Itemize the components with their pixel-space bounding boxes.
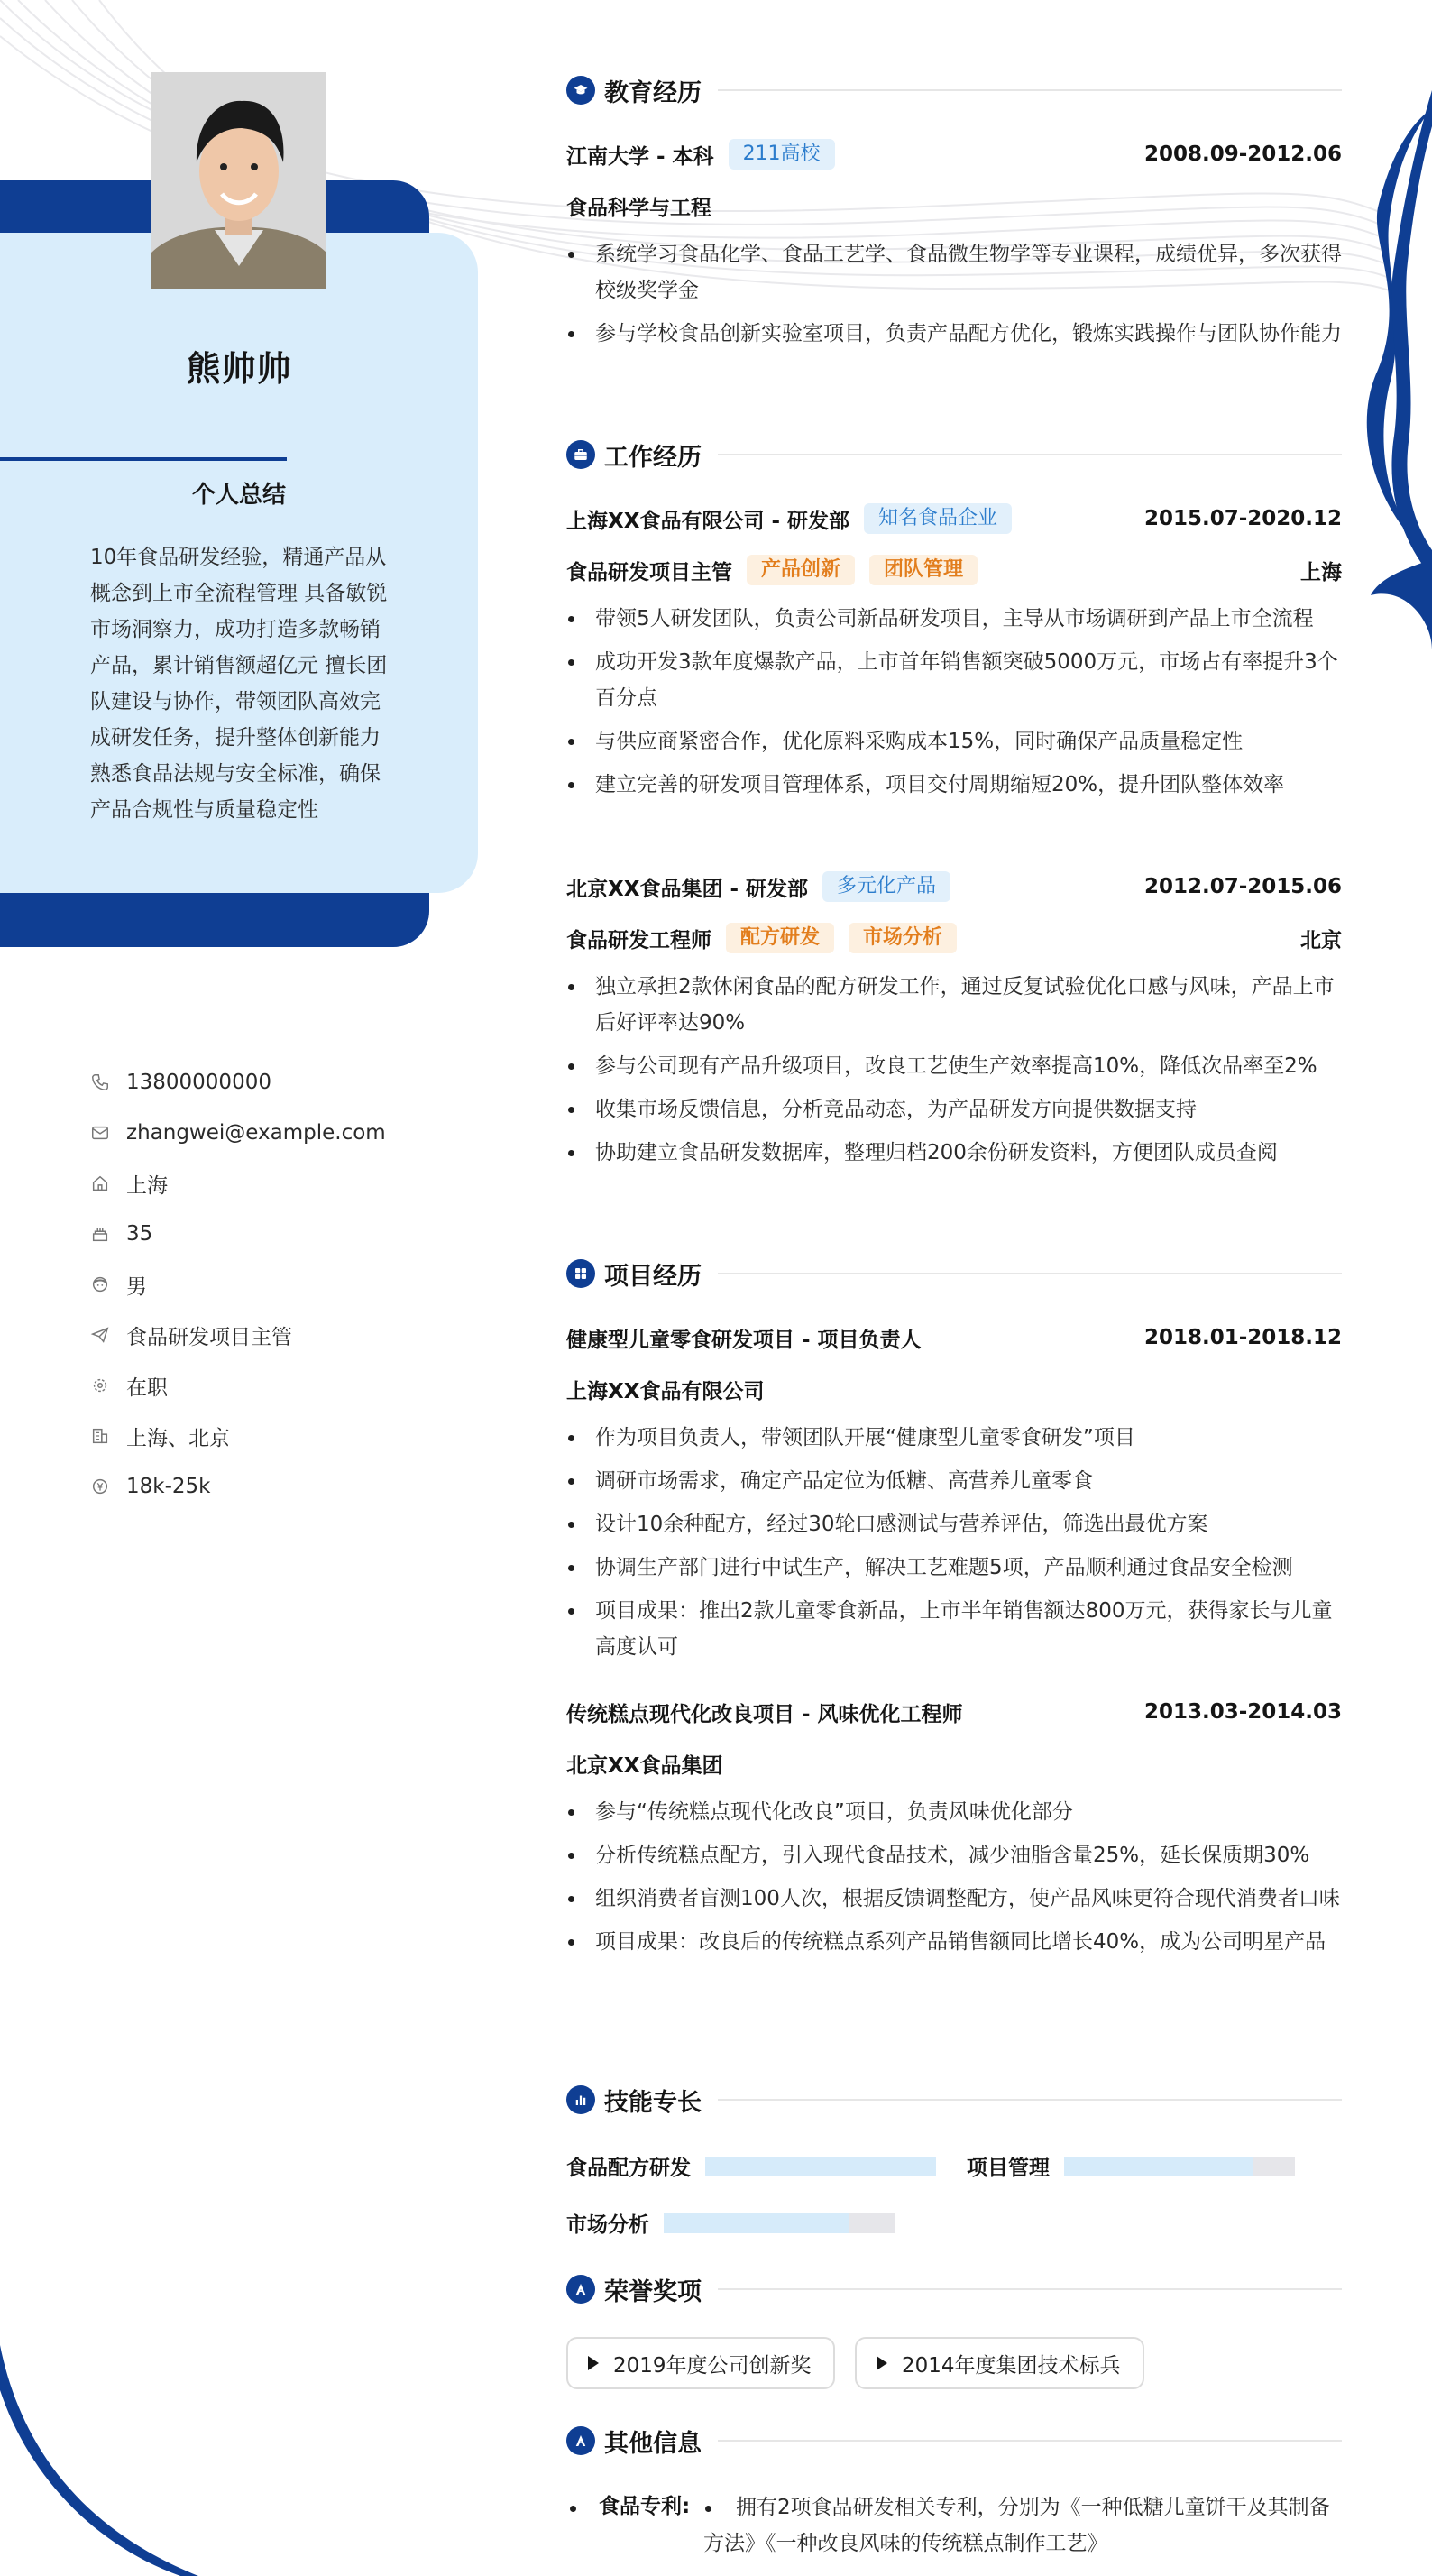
face-icon [90, 1274, 110, 1294]
job-1-location: 上海 [1300, 560, 1342, 584]
education-section [566, 72, 1342, 108]
job-2-tag-2: 市场分析 [849, 923, 957, 953]
project-2-date: 2013.03-2014.03 [1143, 1700, 1342, 1724]
honors-header [566, 2271, 1342, 2307]
send-icon [90, 1325, 110, 1345]
job-1-company-tag: 知名食品企业 [864, 503, 1012, 534]
job-2-row [566, 869, 1342, 905]
list-item: 独立承担2款休闲食品的配方研发工作，通过反复试验优化口感与风味，产品上市后好评率达90% [566, 969, 1342, 1041]
info-status-text: 在职 [126, 1375, 168, 1400]
summary-text: 10年食品研发经验，精通产品从概念到上市全流程管理 具备敏锐市场洞察力，成功打造多款畅销产品，累计销售额超亿元 擅长团队建设与协作，带领团队高效完成研发任务，提升整体创新能力 熟悉食品法规与安全标准，确保产品合规性与质量稳定性 [90, 546, 388, 822]
list-item: 参与学校食品创新实验室项目，负责产品配方优化，锻炼实践操作与团队协作能力 [566, 316, 1342, 352]
job-2-tag-1: 配方研发 [726, 923, 834, 953]
list-item: 协助建立食品研发数据库，整理归档200余份研发资料，方便团队成员查阅 [566, 1135, 1342, 1171]
info-email [90, 1108, 451, 1158]
job-1-tag-2: 团队管理 [869, 555, 978, 585]
info-work-city [90, 1411, 451, 1461]
project-2-company-row [566, 1745, 1342, 1781]
other-section [566, 2423, 1342, 2459]
job-1-tag-1: 产品创新 [747, 555, 855, 585]
section-rule [718, 454, 1342, 455]
list-item: 调研市场需求，确定产品定位为低糖、高营养儿童零食 [566, 1463, 1342, 1499]
job-1-bullets [566, 601, 1342, 810]
job-2-position: 食品研发工程师 [566, 928, 711, 952]
info-phone-text: 13800000000 [126, 1071, 271, 1094]
skills-header [566, 2082, 1342, 2118]
honor-badge [855, 2337, 1144, 2389]
other-header [566, 2423, 1342, 2459]
school-name: 江南大学 - 本科 [566, 144, 714, 169]
info-salary [90, 1461, 451, 1512]
honor-text: 2019年度公司创新奖 [613, 2353, 812, 2378]
list-item: 项目成果：改良后的传统糕点系列产品销售额同比增长40%，成为公司明星产品 [566, 1924, 1342, 1960]
list-item: 系统学习食品化学、食品工艺学、食品微生物学等专业课程，成绩优异，多次获得校级奖学金 [566, 236, 1342, 308]
honors-section [566, 2271, 1342, 2307]
profile-name: 熊帅帅 [186, 349, 292, 389]
projects-title: 项目经历 [604, 1262, 702, 1291]
contact-info-list [90, 1057, 451, 1512]
graduation-cap-icon [566, 76, 595, 105]
skill-fill [705, 2157, 936, 2176]
skill-item [967, 2151, 1295, 2181]
skill-item [566, 2208, 895, 2238]
skill-item [566, 2151, 936, 2181]
major-name: 食品科学与工程 [566, 196, 711, 220]
list-item: 设计10余种配方，经过30轮口感测试与营养评估，筛选出最优方案 [566, 1506, 1342, 1542]
info-gender [90, 1259, 451, 1310]
info-phone [90, 1057, 451, 1108]
job-1-date: 2015.07-2020.12 [1143, 507, 1342, 530]
info-position [90, 1310, 451, 1360]
building-icon [90, 1426, 110, 1446]
list-item: 带领5人研发团队，负责公司新品研发项目，主导从市场调研到产品上市全流程 [566, 601, 1342, 637]
info-status [90, 1360, 451, 1411]
mail-icon [90, 1123, 110, 1143]
list-item: 项目成果：推出2款儿童零食新品，上市半年销售额达800万元，获得家长与儿童高度认可 [566, 1593, 1342, 1665]
info-city [90, 1158, 451, 1209]
projects-header [566, 1256, 1342, 1292]
skill-label: 食品配方研发 [566, 2157, 691, 2180]
honors-list [566, 2337, 1342, 2391]
section-rule [718, 1273, 1342, 1274]
info-email-text: zhangwei@example.com [126, 1121, 386, 1145]
info-gender-text: 男 [126, 1274, 147, 1299]
list-item: 收集市场反馈信息，分析竞品动态，为产品研发方向提供数据支持 [566, 1091, 1342, 1127]
skill-bar [1064, 2157, 1295, 2176]
project-2-row [566, 1694, 1342, 1730]
education-date: 2008.09-2012.06 [1143, 143, 1342, 166]
skill-bar [664, 2213, 895, 2233]
job-2-location: 北京 [1300, 928, 1342, 952]
info-age [90, 1209, 451, 1259]
briefcase-icon [566, 440, 595, 469]
project-1-date: 2018.01-2018.12 [1143, 1326, 1342, 1349]
summary-title: 个人总结 [191, 482, 286, 509]
profile-photo [151, 72, 326, 289]
play-triangle-icon [588, 2356, 599, 2370]
section-rule [718, 89, 1342, 91]
list-item: 建立完善的研发项目管理体系，项目交付周期缩短20%，提升团队整体效率 [566, 767, 1342, 803]
info-age-text: 35 [126, 1222, 153, 1246]
list-item: 作为项目负责人，带领团队开展“健康型儿童零食研发”项目 [566, 1420, 1342, 1456]
job-1-position-row [566, 552, 1342, 588]
home-icon [90, 1173, 110, 1193]
job-1-position: 食品研发项目主管 [566, 560, 732, 584]
education-title: 教育经历 [604, 78, 702, 107]
project-1-company-row [566, 1371, 1342, 1407]
list-item: 组织消费者盲测100人次，根据反馈调整配方，使产品风味更符合现代消费者口味 [566, 1881, 1342, 1917]
project-1-row [566, 1320, 1342, 1356]
skill-fill [664, 2213, 849, 2233]
project-1-bullets [566, 1420, 1342, 1672]
status-icon [90, 1375, 110, 1395]
project-1-name: 健康型儿童零食研发项目 - 项目负责人 [566, 1328, 922, 1352]
other-label: 食品专利: [599, 2495, 691, 2518]
skills-section [566, 2082, 1342, 2118]
bullet-dot [570, 2506, 576, 2512]
info-work-city-text: 上海、北京 [126, 1426, 230, 1450]
education-row [566, 136, 1342, 172]
job-2-company: 北京XX食品集团 - 研发部 [566, 877, 809, 901]
major-row [566, 188, 1342, 224]
other-text: 拥有2项食品研发相关专利，分别为《一种低糖儿童饼干及其制备方法》《一种改良风味的传统糕点制作工艺》 [703, 2496, 1330, 2555]
project-2-name: 传统糕点现代化改良项目 - 风味优化工程师 [566, 1702, 963, 1726]
list-item: 参与公司现有产品升级项目，改良工艺使生产效率提高10%，降低次品率至2% [566, 1048, 1342, 1084]
play-triangle-icon [877, 2356, 887, 2370]
education-header [566, 72, 1342, 108]
education-bullets [566, 236, 1342, 359]
work-header [566, 437, 1342, 473]
skill-label: 项目管理 [967, 2157, 1050, 2180]
info-icon [566, 2426, 595, 2455]
list-item: 分析传统糕点配方，引入现代食品技术，减少油脂含量25%，延长保质期30% [566, 1837, 1342, 1873]
avatar [151, 72, 326, 289]
cake-icon [90, 1224, 110, 1244]
summary-divider [0, 457, 287, 461]
list-item: 协调生产部门进行中试生产，解决工艺难题5项，产品顺利通过食品安全检测 [566, 1550, 1342, 1586]
job-2-date: 2012.07-2015.06 [1143, 875, 1342, 898]
section-rule [718, 2440, 1342, 2442]
list-item: 参与“传统糕点现代化改良”项目，负责风味优化部分 [566, 1794, 1342, 1830]
work-section [566, 437, 1342, 473]
job-2-company-tag: 多元化产品 [822, 871, 950, 902]
info-salary-text: 18k-25k [126, 1475, 211, 1498]
award-icon [566, 2275, 595, 2304]
skill-label: 市场分析 [566, 2213, 649, 2237]
project-2-company: 北京XX食品集团 [566, 1753, 723, 1778]
info-city-text: 上海 [126, 1173, 168, 1198]
job-1-company: 上海XX食品有限公司 - 研发部 [566, 509, 850, 533]
grid-icon [566, 1259, 595, 1288]
work-title: 工作经历 [604, 443, 702, 472]
projects-section [566, 1256, 1342, 1292]
section-rule [718, 2099, 1342, 2101]
skills-title: 技能专长 [604, 2088, 702, 2117]
job-2-position-row [566, 920, 1342, 956]
honors-title: 荣誉奖项 [604, 2277, 702, 2306]
job-1-row [566, 501, 1342, 537]
list-item: 成功开发3款年度爆款产品，上市首年销售额突破5000万元，市场占有率提升3个百分点 [566, 644, 1342, 716]
school-tag: 211高校 [729, 139, 835, 170]
list-item: 与供应商紧密合作，优化原料采购成本15%，同时确保产品质量稳定性 [566, 723, 1342, 759]
project-2-bullets [566, 1794, 1342, 1967]
section-rule [718, 2288, 1342, 2290]
money-icon [90, 1477, 110, 1496]
skill-bar [705, 2157, 936, 2176]
skill-fill [1064, 2157, 1253, 2176]
bar-chart-icon [566, 2085, 595, 2114]
honor-badge [566, 2337, 835, 2389]
info-position-text: 食品研发项目主管 [126, 1325, 292, 1349]
job-2-bullets [566, 969, 1342, 1178]
phone-icon [90, 1072, 110, 1092]
project-1-company: 上海XX食品有限公司 [566, 1379, 765, 1403]
other-title: 其他信息 [604, 2429, 702, 2458]
honor-text: 2014年度集团技术标兵 [902, 2353, 1121, 2378]
